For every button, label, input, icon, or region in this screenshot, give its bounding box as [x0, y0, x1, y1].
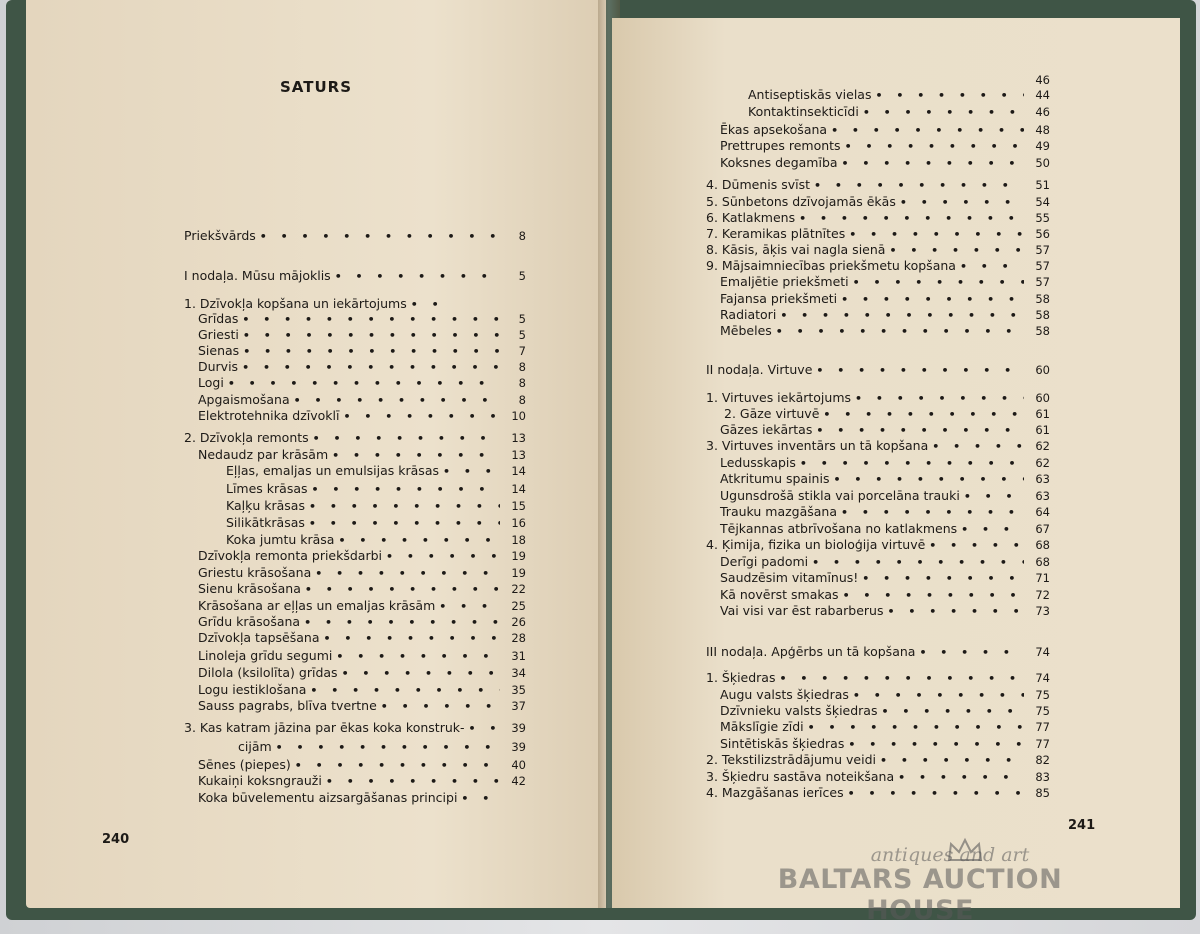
toc-dot-leader: [880, 754, 1024, 767]
toc-entry: [184, 226, 526, 243]
toc-dot-leader: [853, 276, 1024, 289]
toc-entry-title: Derīgi padomi: [720, 554, 809, 569]
toc-entry-title: III nodaļa. Apģērbs un tā kopšana: [706, 644, 916, 659]
toc-dot-leader: [863, 106, 1024, 119]
toc-entry-title: Ēkas apsekošana: [720, 122, 828, 137]
toc-entry-title: Kontaktinsekticīdi: [748, 104, 859, 119]
toc-entry: [706, 85, 1050, 102]
toc-entry-title: 4. Ķimija, fizika un bioloģija virtuvē: [706, 537, 926, 552]
toc-dot-leader: [814, 179, 1024, 192]
toc-entry-title: Ledusskapis: [720, 455, 796, 470]
toc-entry: [184, 696, 526, 713]
toc-entry-page: 75: [1035, 704, 1050, 718]
toc-entry-title: Kukaiņi koksngrauži: [198, 773, 322, 788]
toc-dot-leader: [260, 230, 500, 243]
toc-entry: [706, 360, 1050, 377]
toc-entry-page: 5: [518, 328, 526, 342]
toc-dot-leader: [313, 432, 500, 445]
toc-entry-title: I nodaļa. Mūsu mājoklis: [184, 268, 331, 283]
toc-dot-leader: [335, 270, 500, 283]
toc-entry: [184, 663, 526, 680]
toc-dot-leader: [309, 500, 500, 513]
toc-entry: [706, 585, 1050, 602]
toc-entry-page: 68: [1035, 555, 1050, 569]
toc-entry: [184, 788, 526, 805]
toc-entry-title: Apgaismošana: [198, 392, 290, 407]
toc-entry: [184, 563, 526, 580]
toc-entry: [184, 628, 526, 645]
toc-entry-page: 68: [1035, 538, 1050, 552]
page-number-left: 240: [102, 832, 130, 847]
toc-entry-page: 16: [511, 516, 526, 530]
toc-entry: [184, 428, 526, 445]
toc-entry-page: 57: [1035, 243, 1050, 257]
toc-entry-page: 46: [1035, 73, 1050, 87]
toc-entry: [184, 406, 526, 423]
toc-entry-page: 46: [1035, 105, 1050, 119]
toc-entry: [706, 601, 1050, 618]
toc-entry-title: Sēnes (piepes): [198, 757, 291, 772]
toc-dot-leader: [343, 410, 500, 423]
toc-dot-leader: [386, 550, 500, 563]
toc-entry-title: Dzīvokļa remonta priekšdarbi: [198, 548, 383, 563]
toc-entry-title: Koksnes degamība: [720, 155, 838, 170]
toc-entry: [184, 513, 526, 530]
toc-dot-leader: [342, 667, 500, 680]
toc-entry-title: Dzīvnieku valsts šķiedras: [720, 703, 878, 718]
toc-list-left: [184, 0, 526, 830]
toc-entry-page: 25: [511, 599, 526, 613]
toc-entry-title: 3. Virtuves inventārs un tā kopšana: [706, 438, 929, 453]
toc-entry-title: 7. Keramikas plātnītes: [706, 226, 846, 241]
toc-entry: [184, 680, 526, 697]
toc-entry: [184, 496, 526, 513]
toc-entry-page: 75: [1035, 688, 1050, 702]
toc-entry-page: 74: [1035, 645, 1050, 659]
toc-entry-title: 8. Kāsis, āķis vai nagla sienā: [706, 242, 886, 257]
toc-dot-leader: [309, 517, 500, 530]
toc-entry: [706, 685, 1050, 702]
toc-dot-leader: [312, 483, 500, 496]
toc-entry-page: 22: [511, 582, 526, 596]
toc-entry: [706, 102, 1050, 119]
toc-dot-leader: [833, 473, 1024, 486]
toc-entry-title: Gāzes iekārtas: [720, 422, 813, 437]
toc-entry-title: Linoleja grīdu segumi: [198, 648, 333, 663]
toc-entry-title: 3. Kas katram jāzina par ēkas koka konstruk-: [184, 720, 465, 735]
toc-entry-page: 60: [1035, 391, 1050, 405]
toc-entry: [706, 502, 1050, 519]
toc-entry-title: Dzīvokļa tapsēšana: [198, 630, 320, 645]
toc-entry-title: 5. Sūnbetons dzīvojamās ēkās: [706, 194, 896, 209]
toc-entry-title: 6. Katlakmens: [706, 210, 796, 225]
toc-entry: [706, 305, 1050, 322]
toc-entry-page: 54: [1035, 195, 1050, 209]
toc-entry-title: Nedaudz par krāsām: [198, 447, 329, 462]
toc-entry-title: Radiatori: [720, 307, 777, 322]
toc-entry: [706, 321, 1050, 338]
toc-entry-page: 55: [1035, 211, 1050, 225]
toc-entry-title: Krāsošana ar eļļas un emaljas krāsām: [198, 598, 436, 613]
toc-entry-title: 2. Gāze virtuvē: [724, 406, 820, 421]
toc-entry: [706, 668, 1050, 685]
toc-entry: [706, 404, 1050, 421]
toc-entry-title: Elektrotehnika dzīvoklī: [198, 408, 340, 423]
toc-dot-leader: [888, 605, 1025, 618]
toc-entry-page: 83: [1035, 770, 1050, 784]
toc-entry-page: 8: [518, 229, 526, 243]
toc-entry-title: Griestu krāsošana: [198, 565, 312, 580]
right-page: [612, 18, 1180, 908]
toc-entry: [184, 461, 526, 478]
toc-entry: [706, 783, 1050, 800]
toc-entry: [706, 256, 1050, 273]
toc-dot-leader: [381, 700, 500, 713]
toc-title: SATURS: [279, 78, 352, 96]
toc-entry: [706, 568, 1050, 585]
toc-entry: [184, 445, 526, 462]
toc-dot-leader: [336, 650, 500, 663]
toc-entry-page: 35: [511, 683, 526, 697]
toc-entry: [184, 718, 526, 735]
toc-dot-leader: [845, 140, 1024, 153]
toc-list-right: [706, 0, 1050, 830]
toc-entry: [706, 486, 1050, 503]
toc-entry-title: Tējkannas atbrīvošana no katlakmens: [720, 521, 958, 536]
toc-entry-title: Silikātkrāsas: [226, 515, 305, 530]
toc-entry-title: 4. Dūmenis svīst: [706, 177, 810, 192]
toc-entry-title: Logu iestiklošana: [198, 682, 307, 697]
toc-entry-title: Līmes krāsas: [226, 481, 308, 496]
toc-entry: [706, 717, 1050, 734]
toc-dot-leader: [816, 364, 1024, 377]
toc-entry: [184, 357, 526, 374]
toc-entry-page: 8: [518, 376, 526, 390]
toc-entry-title: Logi: [198, 375, 224, 390]
toc-entry-title: Fajansa priekšmeti: [720, 291, 838, 306]
toc-entry-title: Sienu krāsošana: [198, 581, 301, 596]
toc-entry-page: 64: [1035, 505, 1050, 519]
toc-entry: [706, 240, 1050, 257]
toc-entry: [706, 175, 1050, 192]
toc-entry-title: Ugunsdrošā stikla vai porcelāna trauki: [720, 488, 960, 503]
toc-entry: [184, 579, 526, 596]
toc-entry-page: 56: [1035, 227, 1050, 241]
toc-dot-leader: [779, 672, 1024, 685]
toc-entry-title: Atkritumu spainis: [720, 471, 830, 486]
toc-entry: [184, 755, 526, 772]
toc-entry-page: 82: [1035, 753, 1050, 767]
toc-entry-page: 85: [1035, 786, 1050, 800]
toc-entry: [706, 750, 1050, 767]
toc-entry: [706, 535, 1050, 552]
toc-entry-title: 1. Virtuves iekārtojums: [706, 390, 852, 405]
toc-dot-leader: [326, 775, 500, 788]
toc-dot-leader: [324, 632, 500, 645]
toc-entry-title: Augu valsts šķiedras: [720, 687, 849, 702]
toc-entry-page: 15: [511, 499, 526, 513]
toc-entry-title: Mākslīgie zīdi: [720, 719, 804, 734]
toc-dot-leader: [276, 741, 500, 754]
toc-entry-title: Griesti: [198, 327, 239, 342]
toc-entry-title: II nodaļa. Virtuve: [706, 362, 813, 377]
toc-entry-page: 61: [1035, 407, 1050, 421]
toc-entry: [184, 771, 526, 788]
toc-entry-page: 72: [1035, 588, 1050, 602]
toc-dot-leader: [841, 506, 1024, 519]
left-page: [26, 0, 606, 908]
toc-dot-leader: [808, 721, 1024, 734]
toc-entry-page: 73: [1035, 604, 1050, 618]
toc-entry-title: Durvis: [198, 359, 239, 374]
toc-entry: [706, 136, 1050, 153]
toc-dot-leader: [929, 539, 1024, 552]
toc-entry-title: 1. Šķiedras: [706, 670, 776, 685]
toc-entry-page: 39: [511, 740, 526, 754]
toc-entry: [706, 120, 1050, 137]
toc-entry-page: 48: [1035, 123, 1050, 137]
toc-entry-title: 3. Šķiedru sastāva noteikšana: [706, 769, 895, 784]
toc-entry: [706, 289, 1050, 306]
toc-entry: [184, 530, 526, 547]
toc-entry: [706, 272, 1050, 289]
toc-entry-page: 51: [1035, 178, 1050, 192]
toc-entry-page: 5: [518, 312, 526, 326]
toc-entry-title: Sauss pagrabs, blīva tvertne: [198, 698, 377, 713]
toc-entry: [706, 453, 1050, 470]
toc-entry-page: 57: [1035, 275, 1050, 289]
toc-entry: [706, 153, 1050, 170]
watermark-brand: BALTARS AUCTION HOUSE: [777, 864, 1063, 926]
toc-entry-page: 74: [1035, 671, 1050, 685]
toc-entry-title: Prettrupes remonts: [720, 138, 841, 153]
toc-entry-page: 18: [511, 533, 526, 547]
toc-entry-page: 8: [518, 360, 526, 374]
toc-dot-leader: [862, 572, 1024, 585]
toc-entry: [184, 646, 526, 663]
toc-dot-leader: [469, 722, 500, 735]
toc-entry-page: 62: [1035, 456, 1050, 470]
toc-entry-title: 9. Mājsaimniecības priekšmetu kopšana: [706, 258, 956, 273]
toc-entry-page: 58: [1035, 324, 1050, 338]
toc-entry: [706, 767, 1050, 784]
toc-entry: [706, 734, 1050, 751]
toc-entry-title: Grīdu krāsošana: [198, 614, 301, 629]
toc-dot-leader: [228, 377, 500, 390]
toc-dot-leader: [919, 646, 1024, 659]
toc-entry-page: 71: [1035, 571, 1050, 585]
toc-entry-title: Eļļas, emaljas un emulsijas krāsas: [226, 463, 439, 478]
toc-entry: [184, 596, 526, 613]
toc-entry-page: 77: [1035, 737, 1050, 751]
toc-entry-page: 31: [511, 649, 526, 663]
toc-dot-leader: [776, 325, 1024, 338]
toc-entry-title: Sintētiskās šķiedras: [720, 736, 845, 751]
toc-dot-leader: [848, 787, 1024, 800]
toc-entry-title: Vai visi var ēst rabarberus: [720, 603, 884, 618]
watermark-tagline: antiques and art: [870, 844, 1030, 866]
toc-entry-page: 42: [511, 774, 526, 788]
toc-entry-page: 19: [511, 566, 526, 580]
watermark: [720, 844, 1120, 926]
toc-entry-title: Emaljētie priekšmeti: [720, 274, 849, 289]
toc-entry: [706, 469, 1050, 486]
toc-entry: [184, 309, 526, 326]
toc-entry-title: Sienas: [198, 343, 240, 358]
toc-dot-leader: [305, 583, 500, 596]
toc-entry-title: Kā novērst smakas: [720, 587, 839, 602]
toc-dot-leader: [443, 465, 500, 478]
toc-entry-page: 13: [511, 431, 526, 445]
toc-entry: [706, 552, 1050, 569]
toc-entry-title: 4. Mazgāšanas ierīces: [706, 785, 844, 800]
toc-entry-title: Trauku mazgāšana: [720, 504, 838, 519]
toc-entry: [184, 737, 526, 754]
toc-entry-title: Koka jumtu krāsa: [226, 532, 335, 547]
toc-entry-title: Priekšvārds: [184, 228, 256, 243]
toc-entry-page: 58: [1035, 308, 1050, 322]
toc-entry-page: 14: [511, 464, 526, 478]
toc-entry-title: Mēbeles: [720, 323, 772, 338]
toc-entry: [184, 373, 526, 390]
toc-entry-title: 1. Dzīvokļa kopšana un iekārtojums: [184, 296, 407, 311]
toc-entry-page: 44: [1035, 88, 1050, 102]
toc-entry-title: Kaļķu krāsas: [226, 498, 305, 513]
toc-entry-page: 28: [511, 631, 526, 645]
toc-entry-page: 34: [511, 666, 526, 680]
page-number-right: 241: [1068, 818, 1096, 833]
toc-entry-page: 8: [518, 393, 526, 407]
toc-entry: [184, 546, 526, 563]
toc-entry-page: 58: [1035, 292, 1050, 306]
toc-entry-title: Dilola (ksilolīta) grīdas: [198, 665, 338, 680]
toc-entry-title: Antiseptiskās vielas: [748, 87, 872, 102]
toc-dot-leader: [932, 440, 1024, 453]
toc-entry-page: 61: [1035, 423, 1050, 437]
toc-entry-title: Koka būvelementu aizsargāšanas principi: [198, 790, 458, 805]
toc-entry: [706, 208, 1050, 225]
toc-entry-page: 14: [511, 482, 526, 496]
toc-entry-page: 39: [511, 721, 526, 735]
toc-entry-page: 60: [1035, 363, 1050, 377]
toc-entry-page: 26: [511, 615, 526, 629]
toc-entry: [184, 479, 526, 496]
toc-entry-page: 63: [1035, 489, 1050, 503]
toc-entry-page: 77: [1035, 720, 1050, 734]
toc-entry-title: 2. Tekstilizstrādājumu veidi: [706, 752, 876, 767]
toc-entry: [184, 390, 526, 407]
toc-entry-title: 2. Dzīvokļa remonts: [184, 430, 309, 445]
toc-entry-title: Grīdas: [198, 311, 239, 326]
toc-entry-page: 49: [1035, 139, 1050, 153]
toc-entry-page: 10: [511, 409, 526, 423]
toc-dot-leader: [461, 792, 501, 805]
toc-entry-page: 13: [511, 448, 526, 462]
toc-entry: [706, 192, 1050, 209]
toc-entry: [706, 701, 1050, 718]
toc-entry-page: 62: [1035, 439, 1050, 453]
toc-entry: [706, 224, 1050, 241]
toc-entry-page: 67: [1035, 522, 1050, 536]
toc-entry-page: 40: [511, 758, 526, 772]
toc-entry-title: cijām: [238, 739, 272, 754]
toc-entry: [184, 266, 526, 283]
toc-entry-page: 19: [511, 549, 526, 563]
toc-entry-title: Saudzēsim vitamīnus!: [720, 570, 859, 585]
toc-entry-page: 5: [518, 269, 526, 283]
toc-entry-page: 50: [1035, 156, 1050, 170]
toc-entry-page: 63: [1035, 472, 1050, 486]
toc-entry: [706, 519, 1050, 536]
toc-entry: [706, 388, 1050, 405]
toc-entry: [184, 325, 526, 342]
toc-entry: [706, 420, 1050, 437]
toc-entry-page: 57: [1035, 259, 1050, 273]
toc-dot-leader: [842, 157, 1024, 170]
toc-entry-page: 7: [518, 344, 526, 358]
toc-entry: [184, 612, 526, 629]
toc-entry: [706, 436, 1050, 453]
toc-dot-leader: [875, 89, 1024, 102]
toc-entry: [706, 642, 1050, 659]
toc-entry-page: 37: [511, 699, 526, 713]
toc-entry: [184, 341, 526, 358]
